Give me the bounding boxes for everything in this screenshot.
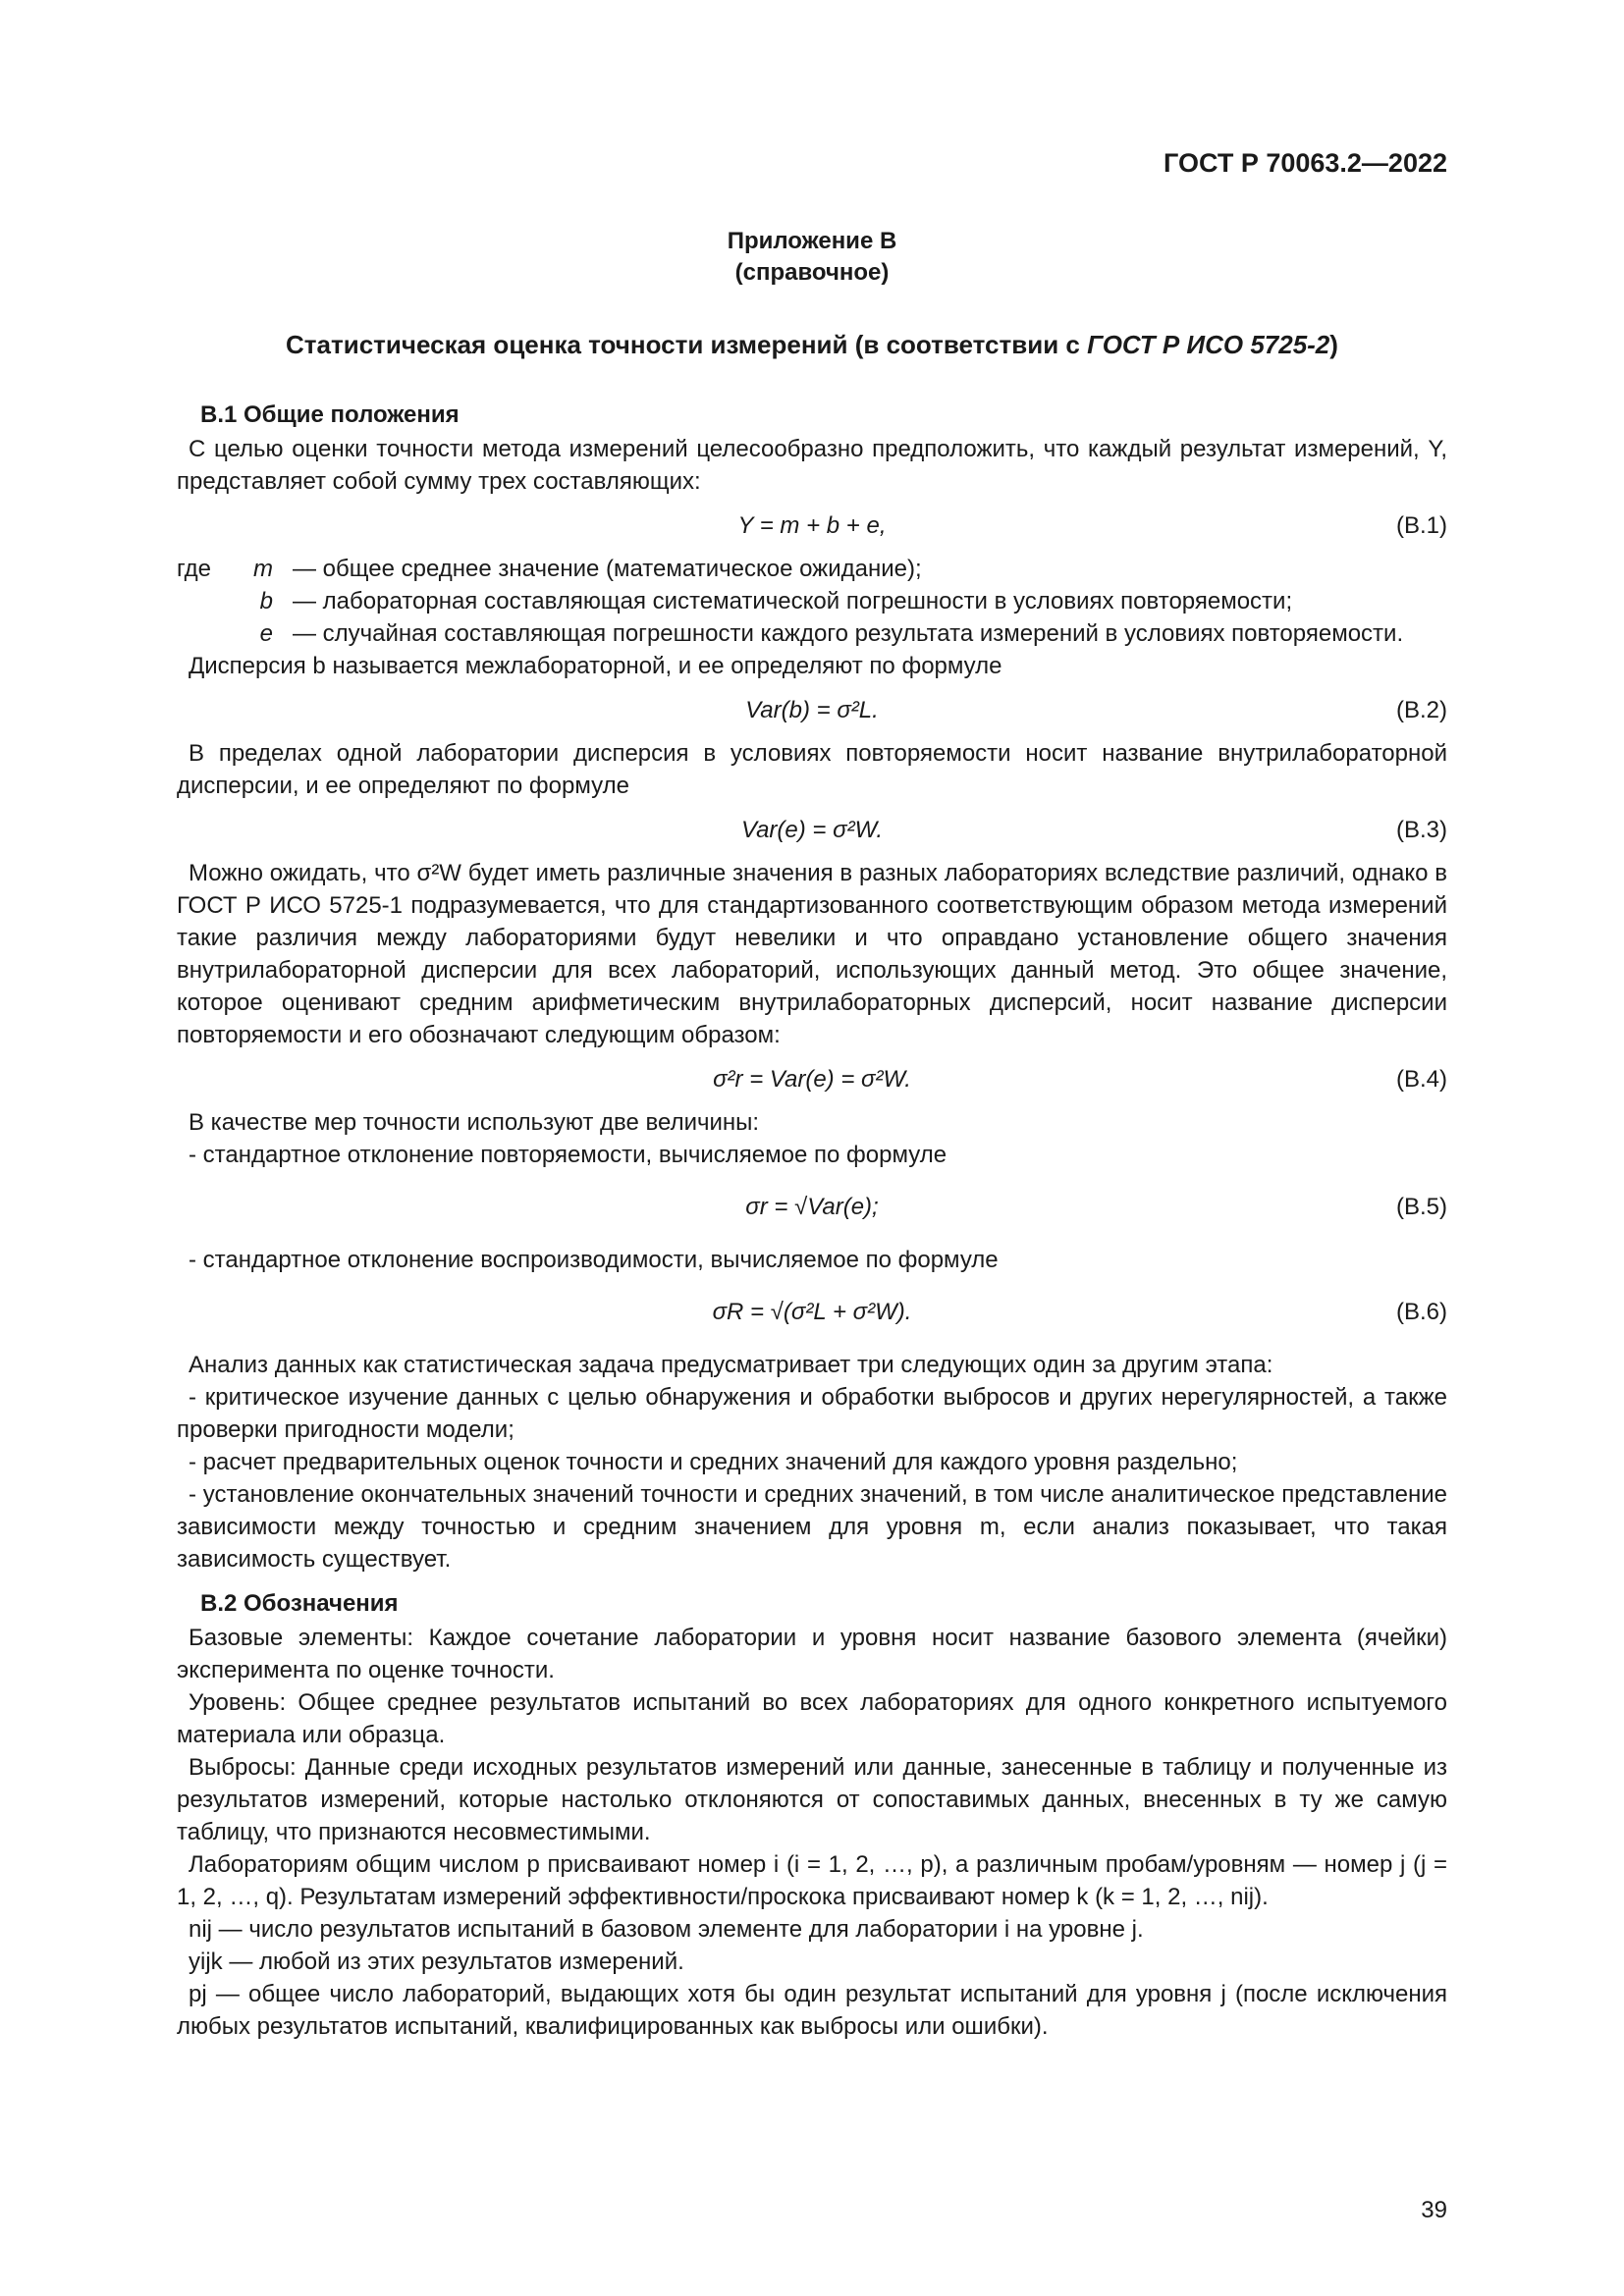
formula-b6-number: (В.6) [1395, 1299, 1447, 1325]
paragraph-within-lab: В пределах одной лаборатории дисперсия в условиях повторяемости носит название внутрилабораторной дисперсии, и ее определяют по формуле [177, 740, 1447, 799]
formula-b3 [177, 808, 1447, 851]
annex-title: Приложение В [727, 228, 897, 254]
document-body [177, 226, 1447, 2043]
definition-b [177, 585, 1447, 617]
paragraph-measures: В качестве мер точности используют две величины: [189, 1109, 760, 1136]
section-heading-b1: В.1 Общие положения [200, 401, 460, 428]
formula-b5-expression: σr = √Var(e); [745, 1194, 879, 1220]
formula-b6-expression: σR = √(σ²L + σ²W). [712, 1299, 912, 1325]
definition-text-b: — лабораторная составляющая систематической погрешности в условиях повторяемости; [293, 588, 1293, 614]
annex-heading-main: Статистическая оценка точности измерений (в соответствии с [286, 330, 1088, 359]
definition-yijk: yijk — любой из этих результатов измерений. [189, 1949, 684, 1975]
formula-b2-number: (В.2) [1395, 697, 1447, 723]
definition-e [177, 617, 1447, 650]
paragraph-repeatability-sd: - стандартное отклонение повторяемости, вычисляемое по формуле [189, 1142, 947, 1168]
paragraph-repeatability: Можно ожидать, что σ²W будет иметь различные значения в разных лабораториях вследствие различий, однако в ГОСТ Р ИСО 5725-1 подразумевается, что для стандартизованного соответствующим образом метода измерений такие различия между лабораториями будут невелики и что оправдано установление общего значения внутрилабораторной дисперсии для всех лабораторий, использующих данный метод. Это общее значение, которое оценивают средним арифметическим внутрилабораторных дисперсий, носит название дисперсии повторяемости и его обозначают следующим образом: [177, 860, 1447, 1048]
definition-symbol-b: b [259, 588, 273, 614]
formula-b5 [177, 1177, 1447, 1238]
formula-b1-expression: Y = m + b + e, [737, 512, 887, 539]
paragraph-lab-numbering: Лабораториям общим числом p присваивают номер i (i = 1, 2, …, p), а различным пробам/уровням — номер j (j = 1, 2, …, q). Результатам измерений эффективности/проскока присваивают номер k (k = 1, 2, …, nij). [177, 1851, 1447, 1910]
section-heading-b2: В.2 Обозначения [200, 1590, 399, 1617]
definition-symbol-m: m [253, 556, 273, 582]
paragraph-outliers: Выбросы: Данные среди исходных результатов измерений или данные, занесенные в таблицу и полученные из результатов измерений, которые настолько отклоняются от сопоставимых данных, внесенных в ту же самую таблицу, что признаются несовместимыми. [177, 1754, 1447, 1845]
formula-b1 [177, 504, 1447, 547]
definition-m [177, 553, 1447, 585]
formula-b3-number: (В.3) [1395, 817, 1447, 843]
definition-pj: pj — общее число лабораторий, выдающих хотя бы один результат испытаний для уровня j (после исключения любых результатов испытаний, квалифицированных как выбросы или ошибки). [177, 1981, 1447, 2040]
where-label: где [177, 556, 212, 582]
definition-nij: nij — число результатов испытаний в базовом элементе для лаборатории i на уровне j. [189, 1916, 1144, 1943]
annex-heading-reference: ГОСТ Р ИСО 5725-2 [1087, 330, 1330, 359]
paragraph-b1-intro-text: С целью оценки точности метода измерений целесообразно предположить, что каждый результат измерений, Y, представляет собой сумму трех составляющих: [177, 436, 1447, 495]
formula-b6 [177, 1282, 1447, 1343]
annex-subtitle: (справочное) [734, 259, 890, 286]
definition-text-e: — случайная составляющая погрешности каждого результата измерений в условиях повторяемости. [293, 620, 1404, 647]
variable-definitions [177, 553, 1447, 650]
formula-b1-number: (В.1) [1395, 512, 1447, 539]
annex-heading-end: ) [1329, 330, 1338, 359]
paragraph-base-elements: Базовые элементы: Каждое сочетание лаборатории и уровня носит название базового элемента (ячейки) эксперимента по оценке точности. [177, 1625, 1447, 1683]
list-item-analysis-1: - критическое изучение данных с целью обнаружения и обработки выбросов и других нерегулярностей, а также проверки пригодности модели; [177, 1384, 1447, 1443]
page-number: 39 [1421, 2197, 1447, 2223]
definition-text-m: — общее среднее значение (математическое ожидание); [293, 556, 922, 582]
formula-b2-expression: Var(b) = σ²L. [745, 697, 879, 723]
paragraph-b1-intro [177, 433, 1447, 498]
formula-b4 [177, 1057, 1447, 1100]
list-item-analysis-2: - расчет предварительных оценок точности и средних значений для каждого уровня раздельно; [189, 1449, 1238, 1475]
formula-b4-expression: σ²r = Var(e) = σ²W. [713, 1066, 911, 1093]
annex-heading [177, 328, 1447, 361]
definition-symbol-e: e [259, 620, 273, 647]
list-item-analysis-3: - установление окончательных значений точности и средних значений, в том числе аналитическое представление зависимости между точностью и средним значением для уровня m, если анализ показывает, что такая зависимость существует. [177, 1481, 1447, 1573]
paragraph-analysis: Анализ данных как статистическая задача предусматривает три следующих один за другим этапа: [189, 1352, 1273, 1378]
document-code: ГОСТ Р 70063.2—2022 [1164, 148, 1447, 178]
paragraph-dispersion-b: Дисперсия b называется межлабораторной, и ее определяют по формуле [189, 653, 1002, 679]
paragraph-level: Уровень: Общее среднее результатов испытаний во всех лабораториях для одного конкретного испытуемого материала или образца. [177, 1689, 1447, 1748]
formula-b5-number: (В.5) [1395, 1194, 1447, 1220]
formula-b4-number: (В.4) [1395, 1066, 1447, 1093]
formula-b3-expression: Var(e) = σ²W. [740, 817, 884, 843]
paragraph-reproducibility-sd: - стандартное отклонение воспроизводимости, вычисляемое по формуле [189, 1247, 999, 1273]
formula-b2 [177, 688, 1447, 731]
